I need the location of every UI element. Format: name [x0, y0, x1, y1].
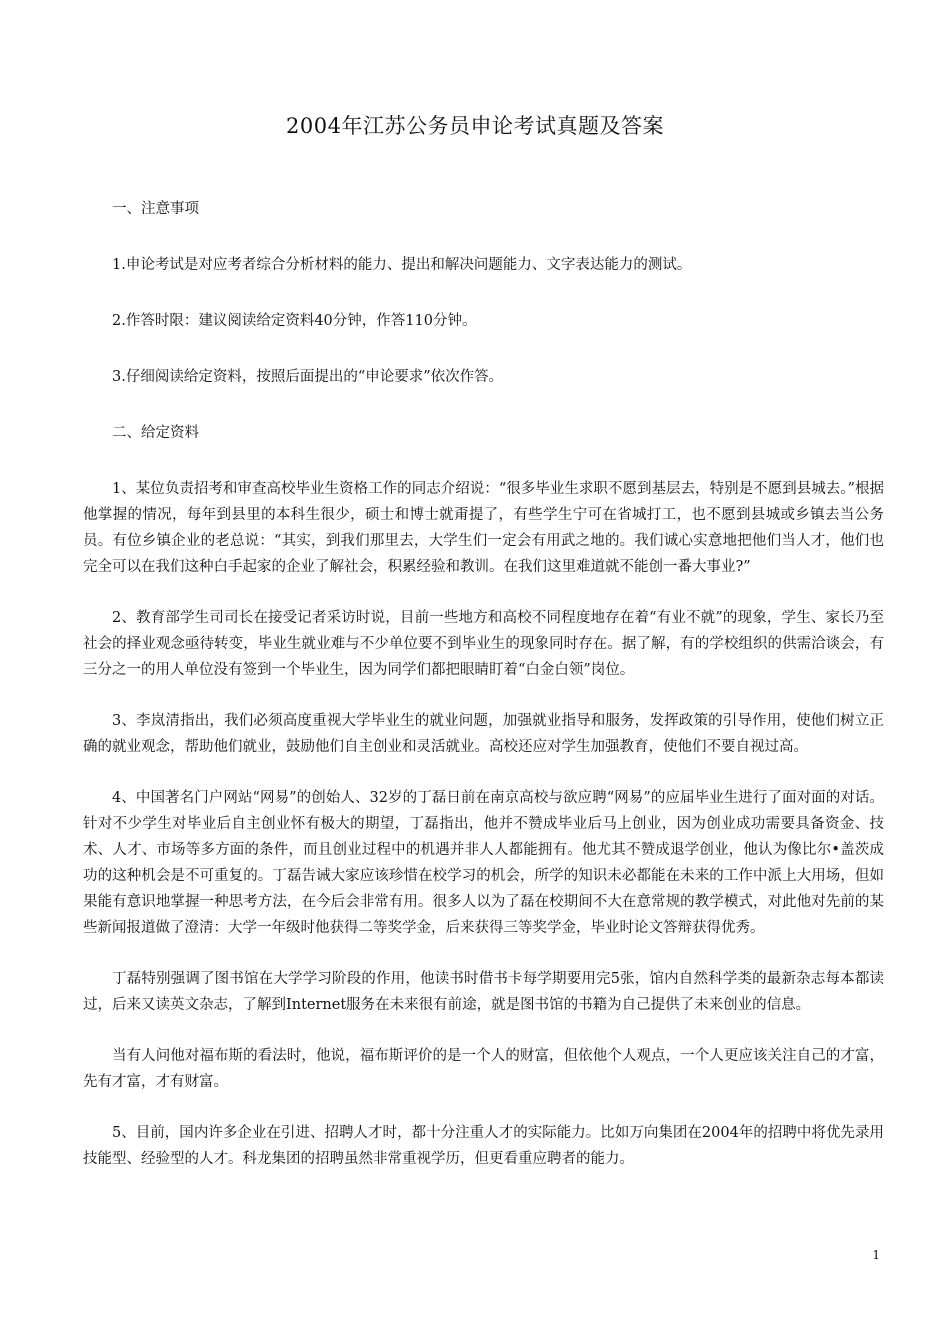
material-paragraph-4-forbes: 当有人问他对福布斯的看法时，他说，福布斯评价的是一个人的财富，但依他个人观点，一个人更应该关注自己的才富，先有才富，才有财富。 — [83, 1048, 884, 1090]
material-paragraph-4: 4、中国著名门户网站“网易”的创始人、32岁的丁磊日前在南京高校与欲应聘“网易”的应届毕业生进行了面对面的对话。针对不少学生对毕业后自主创业怀有极大的期望，丁磊指出，他并不赞成毕业后马上创业，因为创业成功需要具备资金、技术、人才、市场等多方面的条件，而且创业过程中的机遇并非人人都能拥有。他尤其不赞成退学创业，他认为像比尔•盖茨成功的这种机会是不可重复的。丁磊告诫大家应该珍惜在校学习的机会，所学的知识未必都能在未来的工作中派上大用场，但如果能有意识地掌握一种思考方法，在今后会非常有用。很多人以为了磊在校期间不大在意常规的教学模式，对此他对先前的某些新闻报道做了澄清：大学一年级时他获得二等奖学金，后来获得三等奖学金，毕业时论文答辩获得优秀。 — [83, 790, 884, 936]
material-paragraph-3: 3、李岚清指出，我们必须高度重视大学毕业生的就业问题，加强就业指导和服务，发挥政策的引导作用，使他们树立正确的就业观念，帮助他们就业，鼓励他们自主创业和灵活就业。高校还应对学生加强教育，使他们不要自视过高。 — [83, 713, 884, 755]
note-item-3: 3.仔细阅读给定资料，按照后面提出的“申论要求”依次作答。 — [112, 369, 504, 385]
note-item-2: 2.作答时限：建议阅读给定资料40分钟，作答110分钟。 — [112, 313, 477, 329]
document-title: 2004年江苏公务员申论考试真题及答案 — [286, 114, 664, 138]
material-paragraph-4-library: 丁磊特别强调了图书馆在大学学习阶段的作用，他读书时借书卡每学期要用完5张，馆内自然科学类的最新杂志每本都读过，后来又读英文杂志，了解到Internet服务在未来很有前途，就是图书馆的书籍为自己提供了未来创业的信息。 — [83, 971, 884, 1013]
document-body — [83, 196, 884, 1197]
section-heading-notes: 一、注意事项 — [112, 201, 199, 217]
material-paragraph-2: 2、教育部学生司司长在接受记者采访时说，目前一些地方和高校不同程度地存在着“有业不就”的现象，学生、家长乃至社会的择业观念亟待转变，毕业生就业难与不少单位要不到毕业生的现象同时存在。据了解，有的学校组织的供需洽谈会，有三分之一的用人单位没有签到一个毕业生，因为同学们都把眼睛盯着“白金白领”岗位。 — [83, 610, 884, 678]
material-paragraph-5: 5、目前，国内许多企业在引进、招聘人才时，都十分注重人才的实际能力。比如万向集团在2004年的招聘中将优先录用技能型、经验型的人才。科龙集团的招聘虽然非常重视学历，但更看重应聘者的能力。 — [83, 1125, 884, 1167]
section-heading-materials: 二、给定资料 — [112, 425, 199, 441]
note-item-1: 1.申论考试是对应考者综合分析材料的能力、提出和解决问题能力、文字表达能力的测试。 — [112, 257, 692, 273]
page-number: 1 — [872, 1248, 880, 1262]
material-paragraph-1: 1、某位负责招考和审查高校毕业生资格工作的同志介绍说：“很多毕业生求职不愿到基层去，特别是不愿到县城去。”根据他掌握的情况，每年到县里的本科生很少，硕士和博士就甭提了，有些学生宁可在省城打工，也不愿到县城或乡镇去当公务员。有位乡镇企业的老总说：“其实，到我们那里去，大学生们一定会有用武之地的。我们诚心实意地把他们当人才，他们也完全可以在我们这种白手起家的企业了解社会，积累经验和教训。在我们这里难道就不能创一番大事业?” — [83, 481, 884, 575]
